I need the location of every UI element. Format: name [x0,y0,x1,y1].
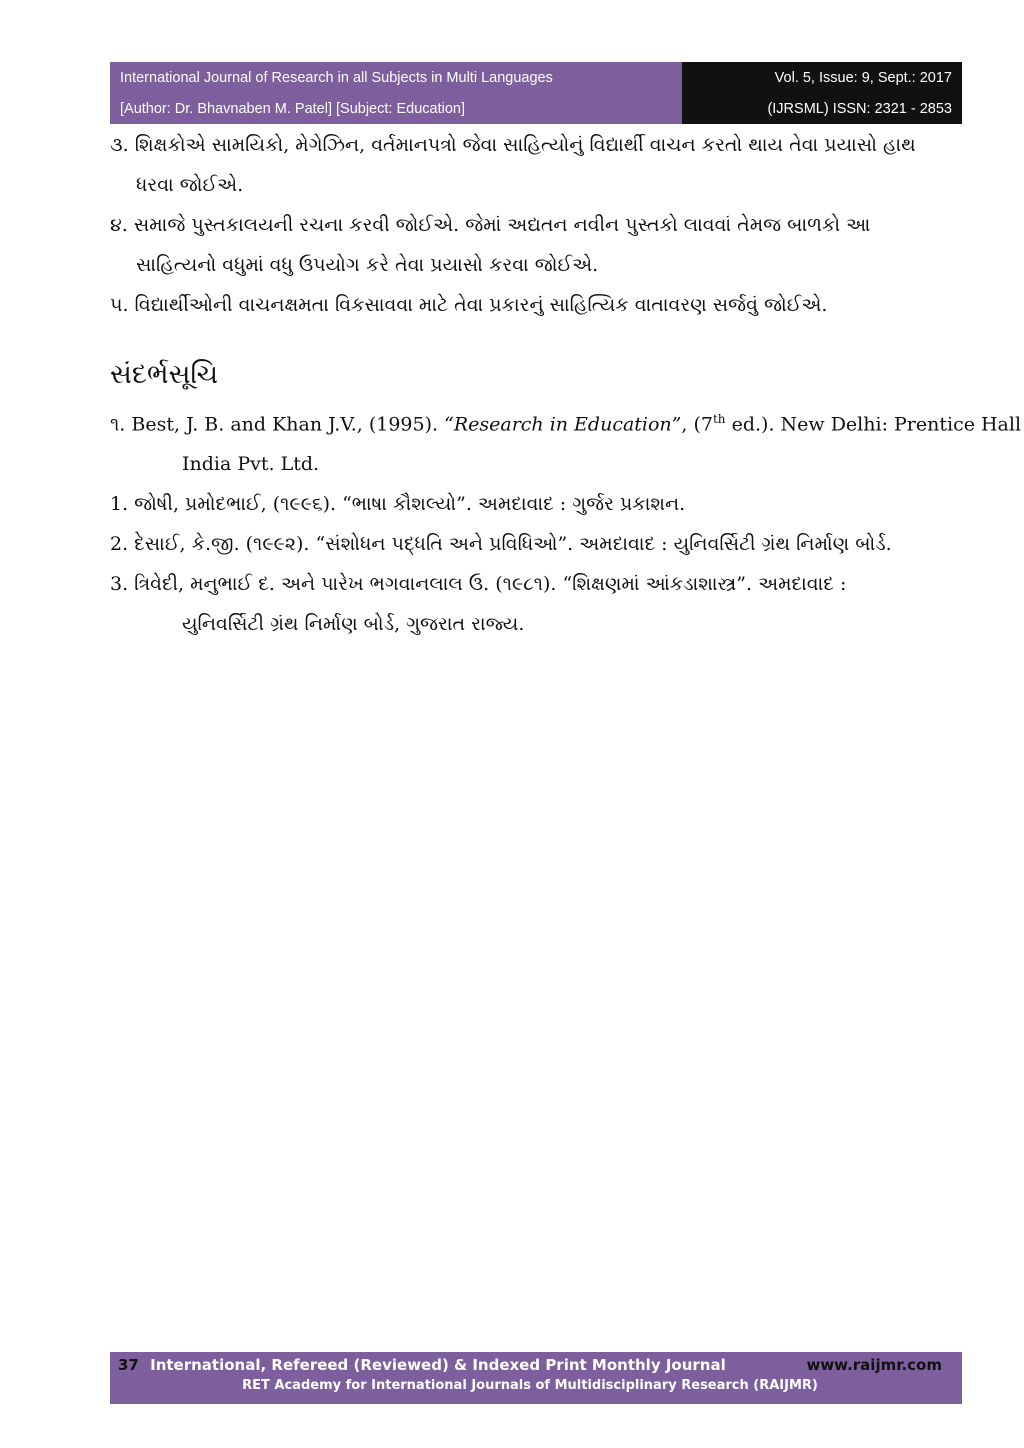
reference-3: 2. દેસાઈ, કે.જી. (૧૯૯૨). “સંશોધન પદ્ધતિ અને પ્રવિધિઓ”. અમદાવાદ : યુનિવર્સિટી ગ્રંથ નિર્માણ બોર્ડ. [110,533,892,556]
journal-title: International Journal of Research in all Subjects in Multi Languages [120,69,553,86]
page-content [110,125,1022,644]
reference-4-line-1: 3. ત્રિવેદી, મનુભાઈ દ. અને પારેખ ભગવાનલાલ ઉ. (૧૯૮૧). “શિક્ષણમાં આંકડાશાસ્ત્ર”. અમદાવાદ : [110,573,847,596]
list-item-3-line-2: ધરવા જોઈએ. [136,174,244,196]
issn: (IJRSML) ISSN: 2321 - 2853 [767,100,952,117]
reference-2: 1. જોષી, પ્રમોદભાઈ, (૧૯૯૬). “ભાષા કૌશલ્યો”. અમદાવાદ : ગુર્જર પ્રકાશન. [110,493,686,516]
header-right-band [682,62,962,124]
author-subject: [Author: Dr. Bhavnaben M. Patel] [Subject: Education] [120,100,465,117]
reference-1 [110,399,1022,444]
footer-journal-line: International, Refereed (Reviewed) & Indexed Print Monthly Journal [150,1356,726,1374]
footer-academy: RET Academy for International Journals of Multidisciplinary Research (RAIJMR) [242,1378,818,1393]
list-item-3-line-1: ૩. શિક્ષકોએ સામયિકો, મેગેઝિન, વર્તમાનપત્રો જેવા સાહિત્યોનું વિદ્યાર્થી વાચન કરતો થાય તેવા પ્રયાસો હાથ [110,134,916,156]
reference-4-line-2: યુનિવર્સિટી ગ્રંથ નિર્માણ બોર્ડ, ગુજરાત રાજ્ય. [182,613,525,636]
reference-1-publisher: ed.). New Delhi: Prentice Hall [725,413,1022,436]
reference-1-authors: Best, J. B. and Khan J.V., (1995). [131,413,439,436]
page-header [110,62,962,124]
reference-1-line-2: India Pvt. Ltd. [182,453,320,476]
reference-1-edition: , (7 [681,413,713,436]
reference-1-title: “Research in Education” [444,413,682,436]
footer-website-link[interactable]: www.raijmr.com [806,1356,942,1374]
header-left-band [110,62,682,124]
volume-issue: Vol. 5, Issue: 9, Sept.: 2017 [774,69,952,86]
references-heading: સંદર્ભસૂચિ [110,359,219,390]
page-number: 37 [118,1356,139,1374]
list-item-5-line-1: ૫. વિદ્યાર્થીઓની વાચનક્ષમતા વિકસાવવા માટે તેવા પ્રકારનું સાહિત્યિક વાતાવરણ સર્જવું જોઈએ. [110,294,828,316]
page-footer [110,1352,962,1404]
list-item-4-line-1: ૪. સમાજે પુસ્તકાલયની રચના કરવી જોઈએ. જેમાં અદ્યતન નવીન પુસ્તકો લાવવાં તેમજ બાળકો આ [110,214,871,236]
list-item-4-line-2: સાહિત્યનો વધુમાં વધુ ઉપયોગ કરે તેવા પ્રયાસો કરવા જોઈએ. [136,254,599,276]
reference-1-number: ૧. [110,413,126,436]
reference-1-edition-sup: th [712,412,726,426]
